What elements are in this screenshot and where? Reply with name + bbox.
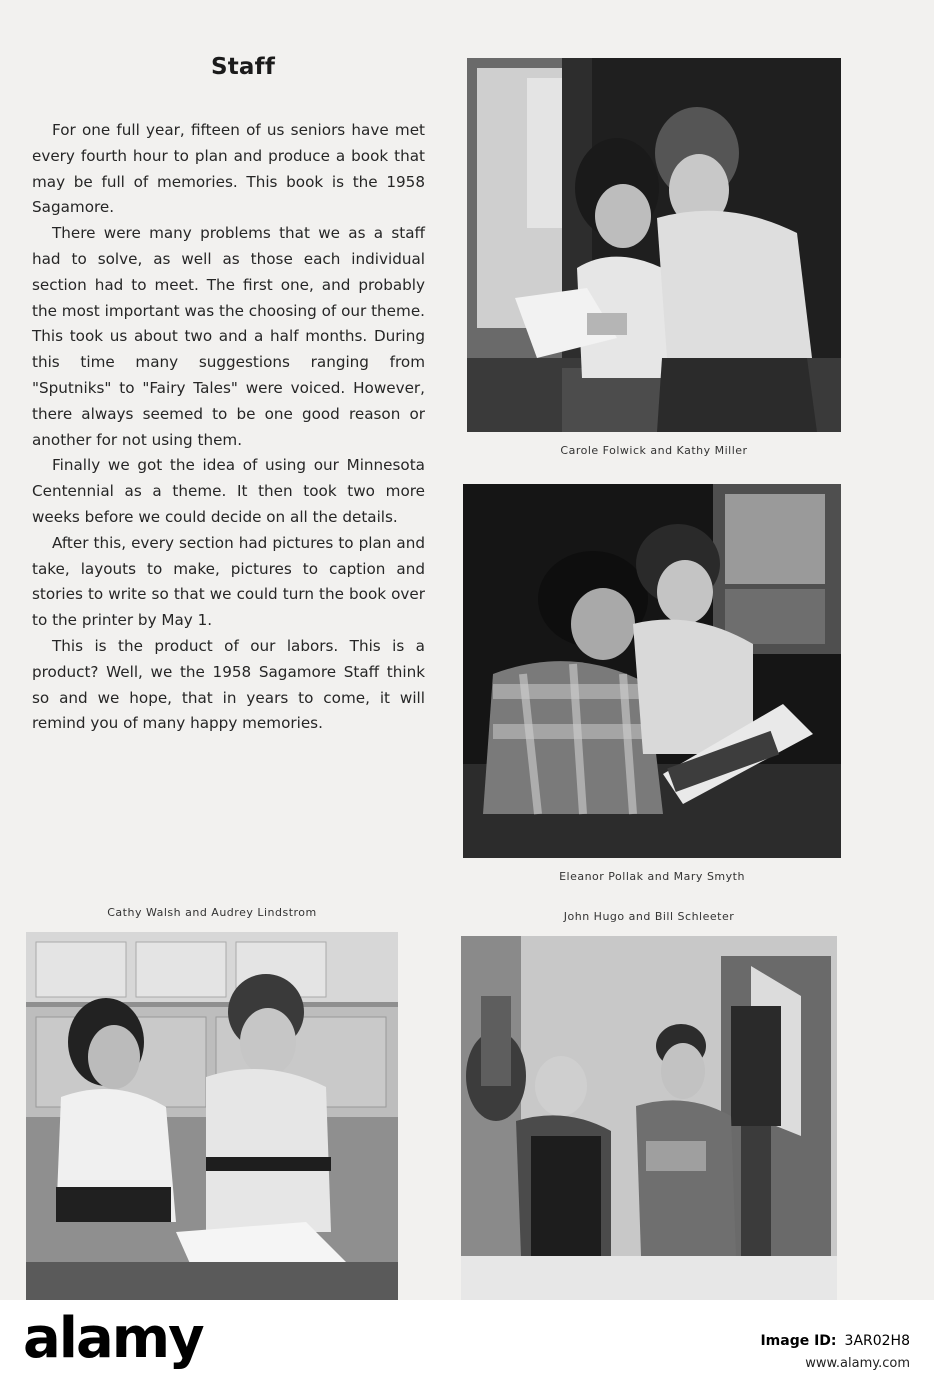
page-title: Staff bbox=[210, 54, 276, 80]
footer-url[interactable]: www.alamy.com bbox=[805, 1356, 910, 1371]
image-id-label: Image ID: bbox=[760, 1333, 837, 1349]
photo-hugo-schleeter bbox=[461, 936, 837, 1300]
photo-caption: John Hugo and Bill Schleeter bbox=[563, 910, 735, 923]
photo-pollak-smyth bbox=[463, 484, 841, 858]
article-paragraph: Finally we got the idea of using our Minnesota Centennial as a theme. It then took two more weeks before we could decide on all the details. bbox=[32, 456, 425, 526]
photo-caption: Eleanor Pollak and Mary Smyth bbox=[559, 870, 745, 883]
photo-caption: Carole Folwick and Kathy Miller bbox=[560, 444, 748, 457]
photo-caption: Cathy Walsh and Audrey Lindstrom bbox=[107, 906, 317, 919]
article-paragraph: There were many problems that we as a staff had to solve, as well as those each individual section had to meet. The first one, and probably the most important was the choosing of our theme. This took us about two and a half months. During this time many suggestions ranging from "Sputniks" to "Fairy Tales" were voiced. However, there always seemed to be one good reason or another for not using them. bbox=[32, 224, 425, 449]
article-paragraph: This is the product of our labors. This is a product? Well, we the 1958 Sagamore Staff think so and we hope, that in years to come, it will remind you of many happy memories. bbox=[32, 636, 425, 733]
image-id-line bbox=[760, 1333, 910, 1349]
article-paragraph: For one full year, fifteen of us seniors have met every fourth hour to plan and produce a book that may be full of memories. This book is the 1958 Sagamore. bbox=[32, 121, 425, 217]
brand-wordmark: alamy bbox=[23, 1306, 203, 1371]
photo-folwick-miller bbox=[467, 58, 841, 432]
staff-article bbox=[32, 118, 425, 737]
photo-walsh-lindstrom bbox=[26, 932, 398, 1300]
image-id-value: 3AR02H8 bbox=[844, 1333, 910, 1349]
article-paragraph: After this, every section had pictures to plan and take, layouts to make, pictures to caption and stories to write so that we could turn the book over to the printer by May 1. bbox=[32, 533, 425, 630]
